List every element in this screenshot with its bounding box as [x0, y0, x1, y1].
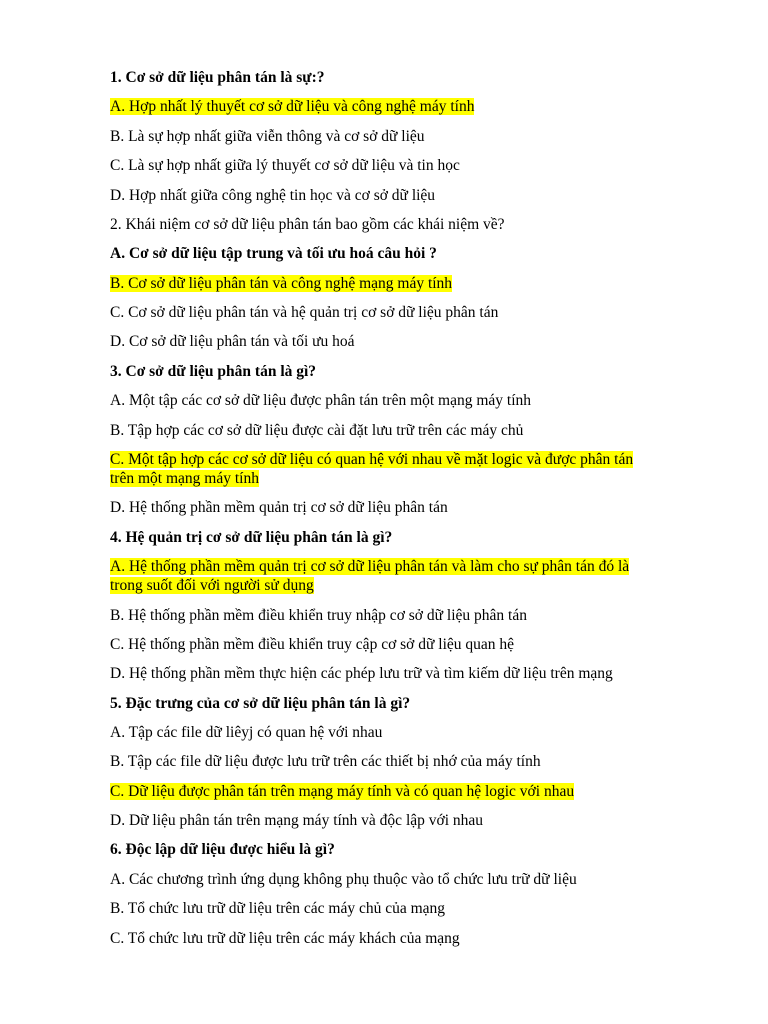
answer-3a: A. Một tập các cơ sở dữ liệu được phân tán trên một mạng máy tính [110, 392, 532, 409]
answer-4b: B. Hệ thống phần mềm điều khiển truy nhập cơ sở dữ liệu phân tán [110, 607, 527, 624]
answer-2c: C. Cơ sở dữ liệu phân tán và hệ quản trị cơ sở dữ liệu phân tán [110, 304, 499, 321]
answer-3c-line-1 [110, 450, 633, 469]
answer-4d: D. Hệ thống phần mềm thực hiện các phép lưu trữ và tìm kiếm dữ liệu trên mạng [110, 665, 613, 682]
answer-4a-highlighted-text-1: A. Hệ thống phần mềm quản trị cơ sở dữ liệu phân tán và làm cho sự phân tán đó là [110, 558, 630, 575]
answer-3b: B. Tập hợp các cơ sở dữ liệu được cài đặt lưu trữ trên các máy chủ [110, 422, 524, 439]
question-2: 2. Khái niệm cơ sở dữ liệu phân tán bao gồm các khái niệm về? [110, 216, 505, 233]
answer-4a-line-2 [110, 576, 314, 595]
question-4: 4. Hệ quản trị cơ sở dữ liệu phân tán là gì? [110, 529, 393, 546]
question-6: 6. Độc lập dữ liệu được hiểu là gì? [110, 841, 335, 858]
answer-6b: B. Tổ chức lưu trữ dữ liệu trên các máy chủ của mạng [110, 900, 446, 917]
question-3: 3. Cơ sở dữ liệu phân tán là gì? [110, 363, 317, 380]
answer-4a-highlighted-text-2: trong suốt đối với người sử dụng [110, 577, 314, 594]
question-1: 1. Cơ sở dữ liệu phân tán là sự:? [110, 69, 325, 86]
answer-6c: C. Tổ chức lưu trữ dữ liệu trên các máy khách của mạng [110, 930, 460, 947]
answer-2b [110, 274, 452, 293]
answer-3c-line-2 [110, 469, 259, 488]
answer-1d: D. Hợp nhất giữa công nghệ tin học và cơ sở dữ liệu [110, 187, 436, 204]
answer-1c: C. Là sự hợp nhất giữa lý thuyết cơ sở dữ liệu và tin học [110, 157, 460, 174]
answer-5c-highlighted-text: C. Dữ liệu được phân tán trên mạng máy tính và có quan hệ logic với nhau [110, 783, 575, 800]
answer-5d: D. Dữ liệu phân tán trên mạng máy tính và độc lập với nhau [110, 812, 484, 829]
answer-1a-highlighted-text: A. Hợp nhất lý thuyết cơ sở dữ liệu và công nghệ máy tính [110, 98, 475, 115]
answer-2b-highlighted-text: B. Cơ sở dữ liệu phân tán và công nghệ mạng máy tính [110, 275, 453, 292]
question-5: 5. Đặc trưng của cơ sở dữ liệu phân tán là gì? [110, 695, 411, 712]
answer-3c-highlighted-text-1: C. Một tập hợp các cơ sở dữ liệu có quan hệ với nhau về mặt logic và được phân tán [110, 451, 634, 468]
answer-5c [110, 782, 574, 801]
answer-1b: B. Là sự hợp nhất giữa viễn thông và cơ sở dữ liệu [110, 128, 425, 145]
answer-2a: A. Cơ sở dữ liệu tập trung và tối ưu hoá câu hỏi ? [110, 245, 437, 262]
answer-6a: A. Các chương trình ứng dụng không phụ thuộc vào tổ chức lưu trữ dữ liệu [110, 871, 577, 888]
answer-1a [110, 97, 474, 116]
answer-5a: A. Tập các file dữ liêyj có quan hệ với nhau [110, 724, 383, 741]
answer-2d: D. Cơ sở dữ liệu phân tán và tối ưu hoá [110, 333, 355, 350]
answer-3c-highlighted-text-2: trên một mạng máy tính [110, 470, 259, 487]
answer-3d: D. Hệ thống phần mềm quản trị cơ sở dữ liệu phân tán [110, 499, 448, 516]
answer-5b: B. Tập các file dữ liệu được lưu trữ trên các thiết bị nhớ của máy tính [110, 753, 541, 770]
answer-4a-line-1 [110, 557, 629, 576]
answer-4c: C. Hệ thống phần mềm điều khiển truy cập cơ sở dữ liệu quan hệ [110, 636, 515, 653]
